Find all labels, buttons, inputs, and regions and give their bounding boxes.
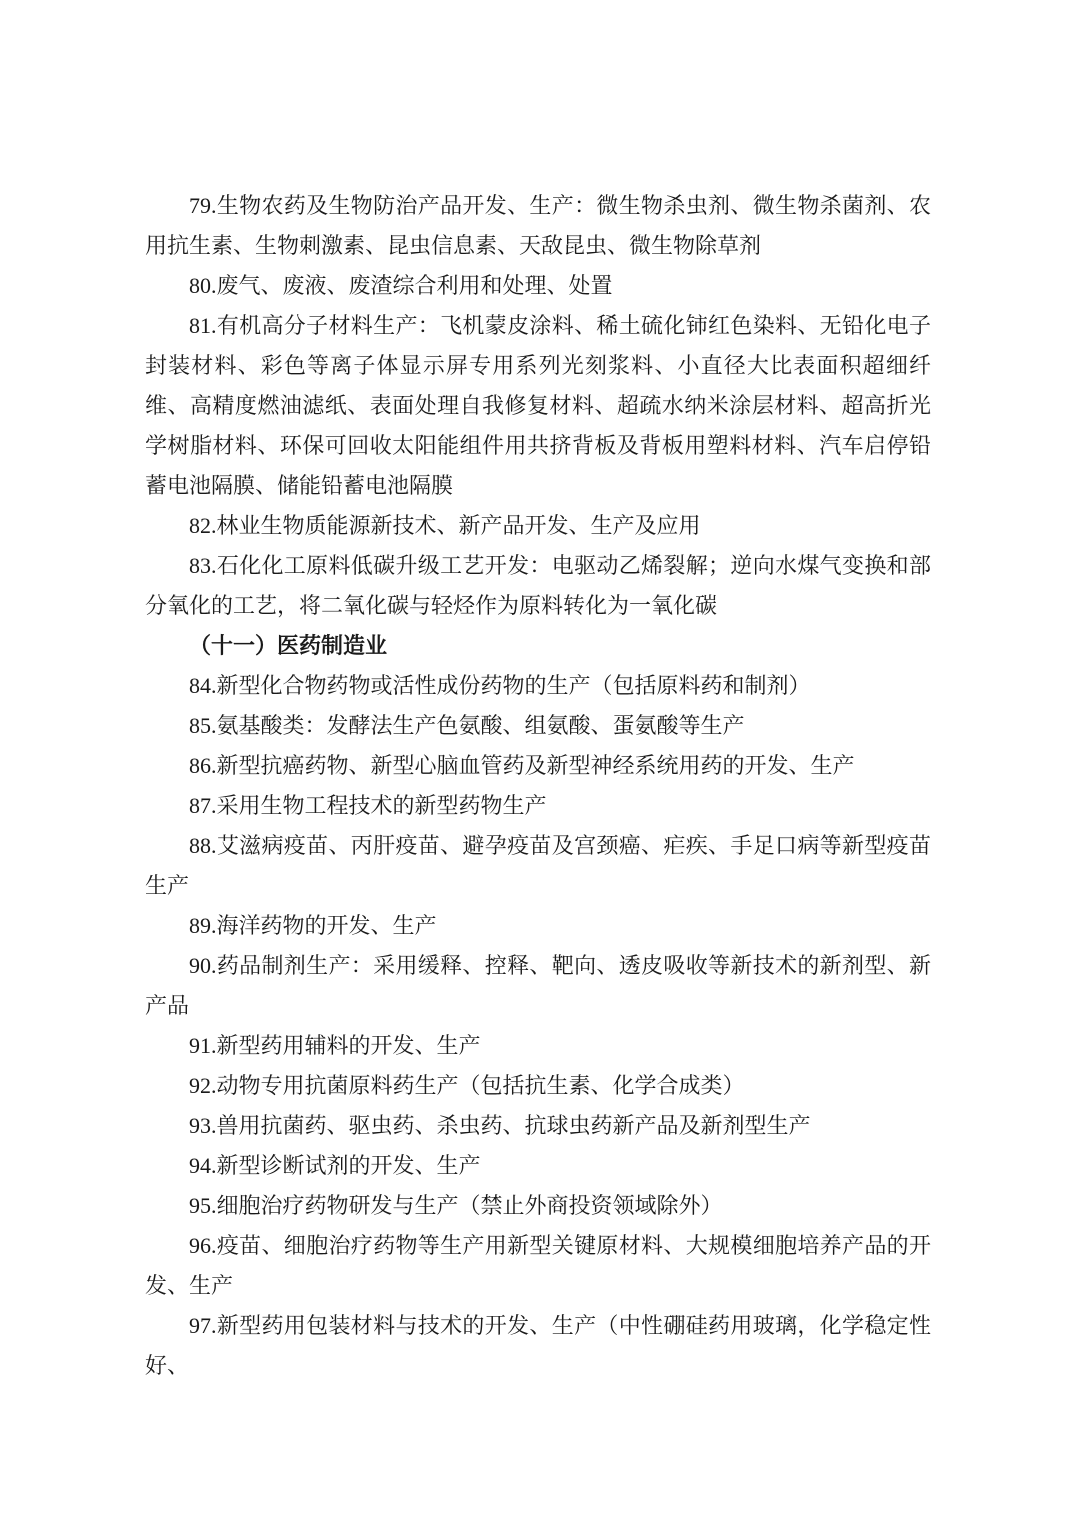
list-item-paragraph: 94.新型诊断试剂的开发、生产: [189, 1153, 481, 1178]
list-item-paragraph: 93.兽用抗菌药、驱虫药、杀虫药、抗球虫药新产品及新剂型生产: [189, 1113, 811, 1138]
section-heading: （十一）医药制造业: [189, 633, 388, 658]
document-body: [145, 186, 931, 1386]
list-item-paragraph: 79.生物农药及生物防治产品开发、生产：微生物杀虫剂、微生物杀菌剂、农用抗生素、生物刺激素、昆虫信息素、天敌昆虫、微生物除草剂: [145, 193, 931, 258]
list-item-paragraph: 82.林业生物质能源新技术、新产品开发、生产及应用: [189, 513, 701, 538]
list-item-paragraph: 83.石化化工原料低碳升级工艺开发：电驱动乙烯裂解；逆向水煤气变换和部分氧化的工艺，将二氧化碳与轻烃作为原料转化为一氧化碳: [145, 553, 931, 618]
list-item-paragraph: 96.疫苗、细胞治疗药物等生产用新型关键原材料、大规模细胞培养产品的开发、生产: [145, 1233, 931, 1298]
list-item-paragraph: 81.有机高分子材料生产：飞机蒙皮涂料、稀土硫化铈红色染料、无铅化电子封装材料、彩色等离子体显示屏专用系列光刻浆料、小直径大比表面积超细纤维、高精度燃油滤纸、表面处理自我修复材料、超疏水纳米涂层材料、超高折光学树脂材料、环保可回收太阳能组件用共挤背板及背板用塑料材料、汽车启停铅蓄电池隔膜、储能铅蓄电池隔膜: [145, 313, 931, 498]
list-item-paragraph: 87.采用生物工程技术的新型药物生产: [189, 793, 547, 818]
list-item-paragraph: 91.新型药用辅料的开发、生产: [189, 1033, 481, 1058]
list-item-paragraph: 92.动物专用抗菌原料药生产（包括抗生素、化学合成类）: [189, 1073, 745, 1098]
list-item-paragraph: 90.药品制剂生产：采用缓释、控释、靶向、透皮吸收等新技术的新剂型、新产品: [145, 953, 931, 1018]
list-item-paragraph: 88.艾滋病疫苗、丙肝疫苗、避孕疫苗及宫颈癌、疟疾、手足口病等新型疫苗生产: [145, 833, 931, 898]
list-item-paragraph: 86.新型抗癌药物、新型心脑血管药及新型神经系统用药的开发、生产: [189, 753, 855, 778]
list-item-paragraph: 84.新型化合物药物或活性成份药物的生产（包括原料药和制剂）: [189, 673, 811, 698]
list-item-paragraph: 85.氨基酸类：发酵法生产色氨酸、组氨酸、蛋氨酸等生产: [189, 713, 745, 738]
list-item-paragraph: 89.海洋药物的开发、生产: [189, 913, 437, 938]
list-item-paragraph: 80.废气、废液、废渣综合利用和处理、处置: [189, 273, 613, 298]
list-item-paragraph: 97.新型药用包装材料与技术的开发、生产（中性硼硅药用玻璃，化学稳定性好、: [145, 1313, 931, 1378]
list-item-paragraph: 95.细胞治疗药物研发与生产（禁止外商投资领域除外）: [189, 1193, 723, 1218]
